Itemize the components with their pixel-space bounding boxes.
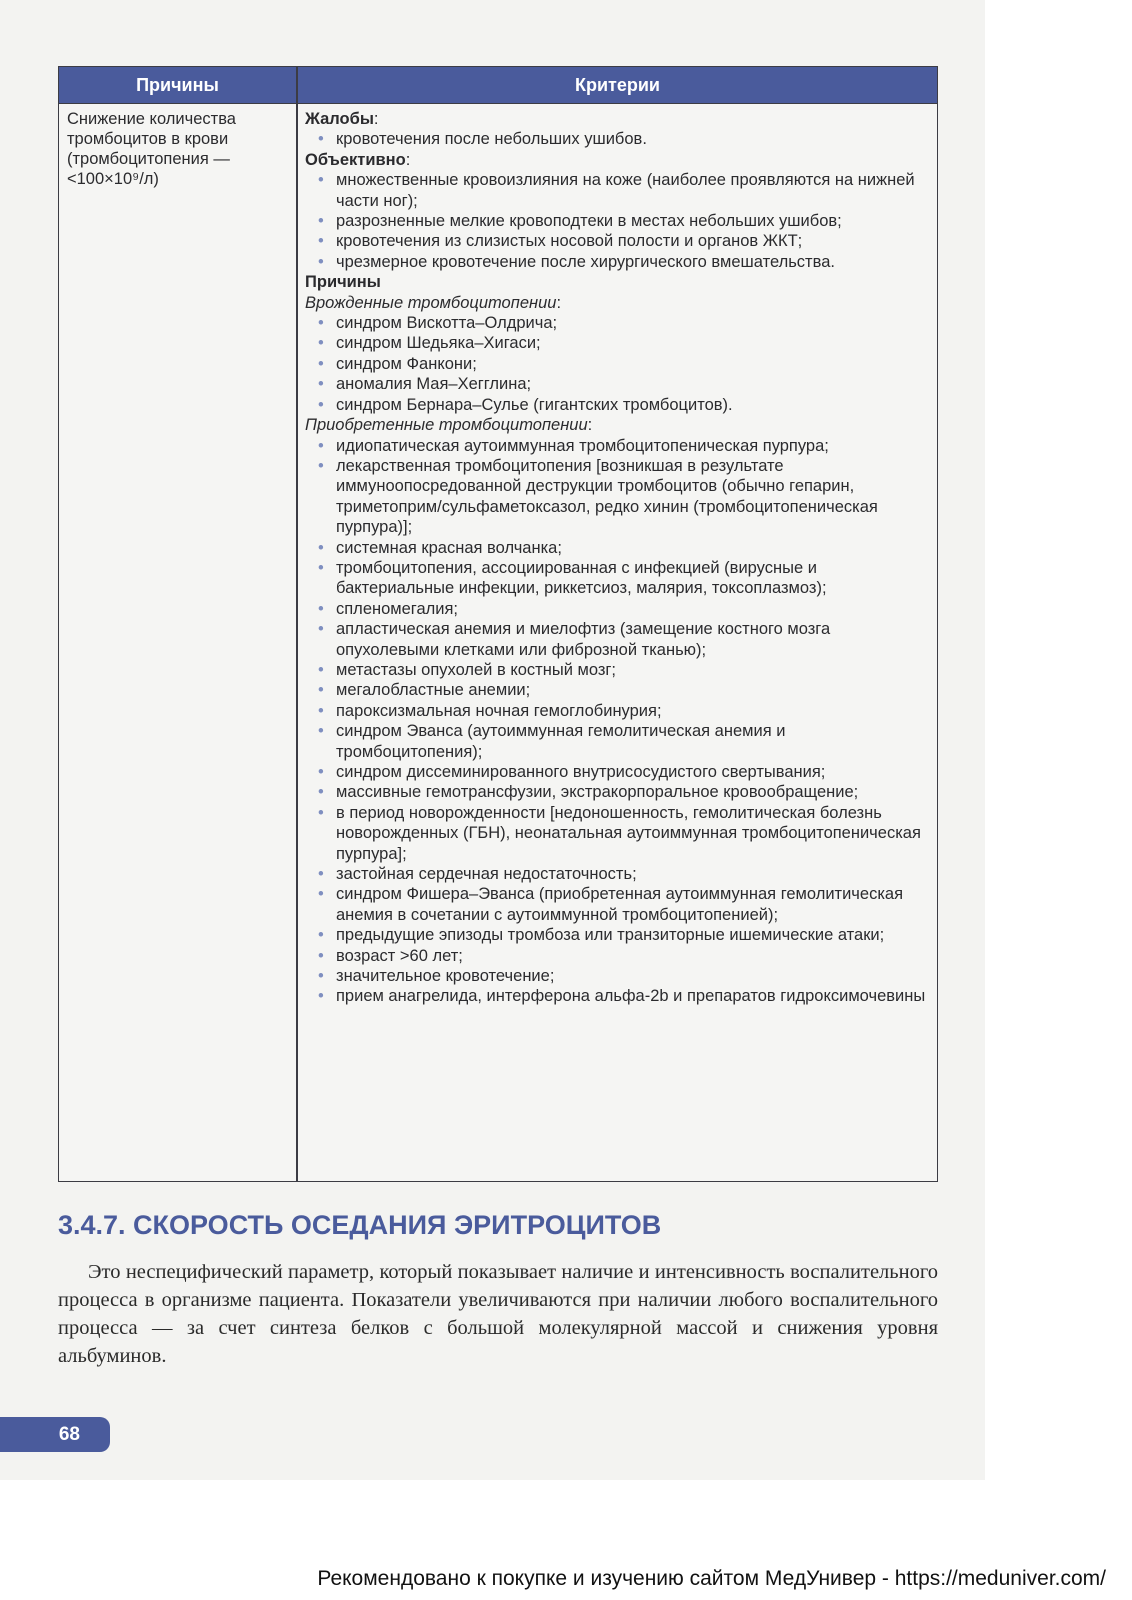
list-item: • кровотечения из слизистых носовой полости и органов ЖКТ; — [305, 231, 927, 251]
list-item: • застойная сердечная недостаточность; — [305, 864, 927, 884]
cause-line: Снижение количества — [67, 110, 236, 128]
header-causes: Причины — [136, 75, 219, 95]
header-criteria: Критерии — [575, 75, 660, 95]
list-item: • чрезмерное кровотечение после хирургического вмешательства. — [305, 252, 927, 272]
complaints-list — [305, 129, 927, 149]
cause-line: тромбоцитов в крови — [67, 130, 229, 148]
list-item: • синдром Фанкони; — [305, 354, 927, 374]
footer-recommendation: Рекомендовано к покупке и изучению сайтом МедУнивер - https://meduniver.com/ — [317, 1567, 1106, 1590]
list-item: • множественные кровоизлияния на коже (наиболее проявляются на нижней части ног); — [305, 170, 927, 211]
cause-line: (тромбоцитопения — — [67, 150, 230, 168]
table-header — [59, 67, 937, 104]
complaints-heading: Жалобы: — [305, 110, 379, 128]
acquired-heading: Приобретенные тромбоцитопении: — [305, 416, 593, 435]
objective-list — [305, 170, 927, 272]
list-item: • значительное кровотечение; — [305, 966, 927, 986]
section-heading: 3.4.7. СКОРОСТЬ ОСЕДАНИЯ ЭРИТРОЦИТОВ — [58, 1210, 662, 1240]
list-item: • лекарственная тромбоцитопения [возникшая в результате иммуноопосредованной деструкции тромбоцитов (обычно гепарин, триметоприм/сульфаметоксазол, редко хинин (тромбоцитопеническая пурпура)]; — [305, 456, 927, 538]
criteria-table — [58, 66, 938, 1182]
list-item: • системная красная волчанка; — [305, 538, 927, 558]
list-item: • спленомегалия; — [305, 599, 927, 619]
list-item: • аномалия Мая–Хегглина; — [305, 374, 927, 394]
congenital-list — [305, 313, 927, 415]
acquired-list — [305, 436, 927, 1007]
cause-cell — [67, 109, 289, 189]
objective-heading: Объективно: — [305, 150, 411, 169]
list-item: • в период новорожденности [недоношенность, гемолитическая болезнь новорожденных (ГБН), неонатальная аутоиммунная тромбоцитопеническая пурпура]; — [305, 803, 927, 864]
causes-heading: Причины — [305, 273, 381, 292]
list-item: • синдром Эванса (аутоиммунная гемолитическая анемия и тромбоцитопения); — [305, 721, 927, 762]
congenital-heading: Врожденные тромбоцитопении: — [305, 293, 562, 312]
list-item: • синдром Бернара–Сулье (гигантских тромбоцитов). — [305, 395, 927, 415]
list-item: • прием анагрелида, интерферона альфа-2b и препаратов гидроксимочевины — [305, 986, 927, 1006]
list-item: • синдром диссеминированного внутрисосудистого свертывания; — [305, 762, 927, 782]
list-item: • синдром Фишера–Эванса (приобретенная аутоиммунная гемолитическая анемия в сочетании с аутоиммунной тромбоцитопенией); — [305, 884, 927, 925]
list-item: • идиопатическая аутоиммунная тромбоцитопеническая пурпура; — [305, 436, 927, 456]
list-item: • синдром Шедьяка–Хигаси; — [305, 333, 927, 353]
list-item: • метастазы опухолей в костный мозг; — [305, 660, 927, 680]
list-item: • возраст >60 лет; — [305, 946, 927, 966]
list-item: • разрозненные мелкие кровоподтеки в местах небольших ушибов; — [305, 211, 927, 231]
list-item: • мегалобластные анемии; — [305, 680, 927, 700]
criteria-cell — [305, 109, 927, 1007]
list-item: • предыдущие эпизоды тромбоза или транзиторные ишемические атаки; — [305, 925, 927, 945]
column-divider — [296, 67, 298, 1181]
list-item: • кровотечения после небольших ушибов. — [305, 129, 927, 149]
page-number: 68 — [0, 1417, 110, 1452]
list-item: • апластическая анемия и миелофтиз (замещение костного мозга опухолевыми клетками или фиброзной тканью); — [305, 619, 927, 660]
list-item: • тромбоцитопения, ассоциированная с инфекцией (вирусные и бактериальные инфекции, риккетсиоз, малярия, токсоплазмоз); — [305, 558, 927, 599]
list-item: • пароксизмальная ночная гемоглобинурия; — [305, 701, 927, 721]
section-paragraph: Это неспецифический параметр, который показывает наличие и интенсивность воспалительного процесса в организме пациента. Показатели увеличиваются при наличии любого воспалительного процесса — за счет синтеза белков с большой молекулярной массой и снижения уровня альбуминов. — [58, 1261, 938, 1367]
cause-line: <100×10⁹/л) — [67, 170, 159, 188]
list-item: • синдром Вискотта–Олдрича; — [305, 313, 927, 333]
list-item: • массивные гемотрансфузии, экстракорпоральное кровообращение; — [305, 782, 927, 802]
